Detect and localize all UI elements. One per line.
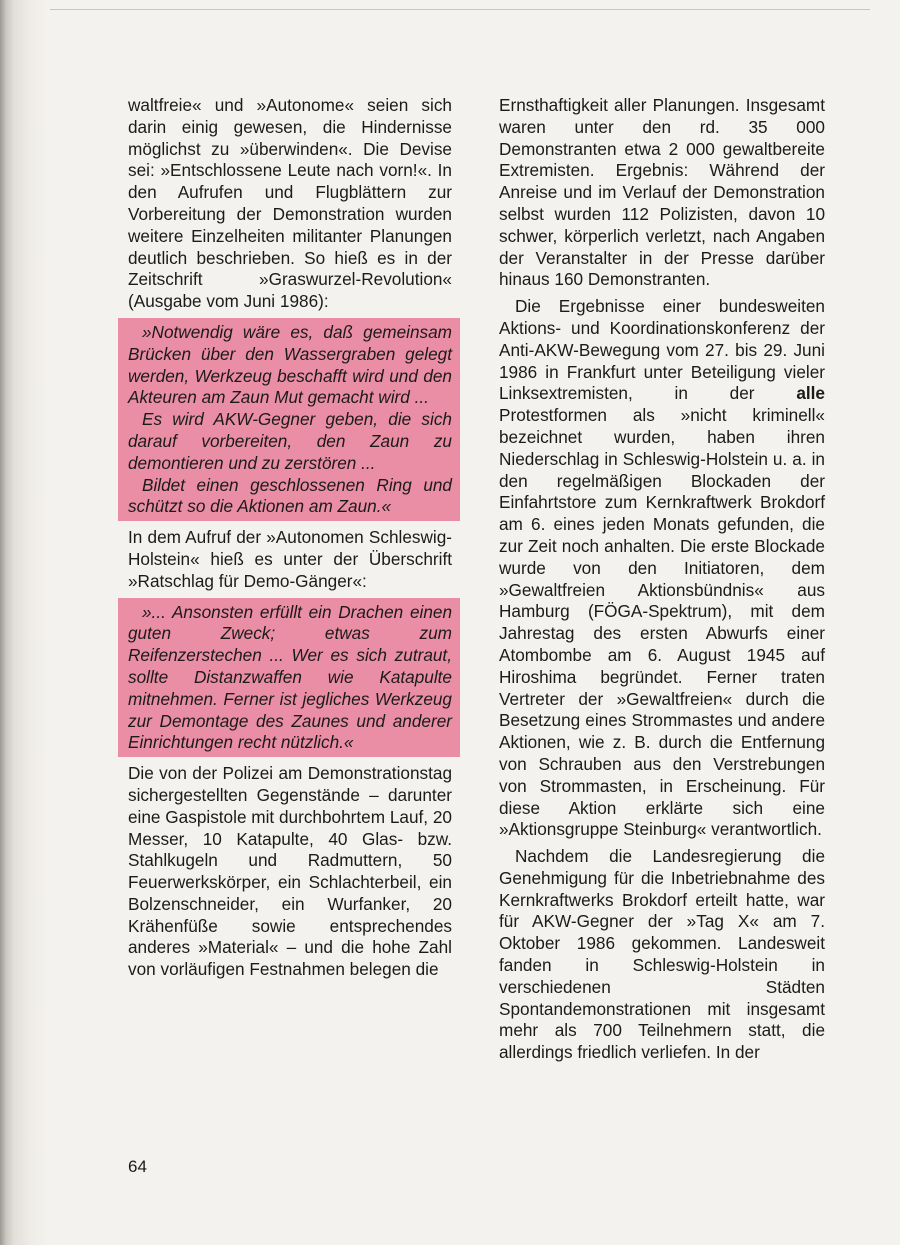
left-column: [128, 95, 452, 981]
quote-block-ratschlag: [118, 598, 460, 758]
left-paragraph-2: In dem Aufruf der »Autonomen Schleswig-Holstein« hieß es unter der Überschrift »Ratschlag für Demo-Gänger«:: [128, 527, 452, 591]
right-p2-bold: alle: [796, 383, 825, 404]
page-binding-shadow: [0, 0, 48, 1245]
page-number: 64: [128, 1157, 147, 1176]
right-p2-before: Die Ergebnisse einer bundesweiten Aktions- und Koordinationskonferenz der Anti-AKW-Bewegung vom 27. bis 29. Juni 1986 in Frankfurt unter Beteiligung vieler Linksextremisten, in der: [499, 296, 825, 404]
right-p2-after: Protestformen als »nicht kriminell« bezeichnet wurden, haben ihren Niederschlag in Schleswig-Holstein u. a. in den regelmäßigen Blockaden der Einfahrtstore zum Kernkraftwerk Brokdorf am 6. eines jeden Monats gefunden, die zur Zeit noch anhalten. Die erste Blockade wurde von den Initiatoren, dem »Gewaltfreien Aktionsbündnis« aus Hamburg (FÖGA-Spektrum), mit dem Jahrestag des ersten Abwurfs einer Atombombe am 6. August 1945 auf Hiroshima begründet. Ferner traten Vertreter der »Gewaltfreien« durch die Besetzung eines Strommastes und andere Aktionen, wie z. B. durch die Entfernung von Schrauben aus den Verstrebungen von Strommasten, in Erscheinung. Für diese Aktion erklärte sich eine »Aktionsgruppe Steinburg« verantwortlich.: [499, 405, 825, 840]
right-column: [499, 95, 825, 1064]
quote2-text: »... Ansonsten erfüllt ein Drachen einen guten Zweck; etwas zum Reifenzerstechen ... Wer es sich zutraut, sollte Distanzwaffen wie Katapulte mitnehmen. Ferner ist jegliches Werkzeug zur Demontage des Zaunes und anderer Einrichtungen recht nützlich.«: [128, 601, 452, 753]
quote1-part-c: Bildet einen geschlossenen Ring und schützt so die Aktionen am Zaun.«: [128, 474, 452, 517]
page-edge-line: [50, 9, 870, 10]
quote1-part-a: »Notwendig wäre es, daß gemeinsam Brücken über den Wassergraben gelegt werden, Werkzeug beschafft wird und den Akteuren am Zaun Mut gemacht wird ...: [128, 321, 452, 408]
left-paragraph-3: Die von der Polizei am Demonstrationstag sichergestellten Gegenstände – darunter eine Gaspistole mit durchbohrtem Lauf, 20 Messer, 10 Katapulte, 40 Glas- bzw. Stahlkugeln und Radmuttern, 50 Feuerwerkskörper, ein Schlachterbeil, ein Bolzenschneider, ein Wurfanker, 20 Krähenfüße sowie entsprechendes anderes »Material« – und die hohe Zahl von vorläufigen Festnahmen belegen die: [128, 763, 452, 980]
right-paragraph-1: Ernsthaftigkeit aller Planungen. Insgesamt waren unter den rd. 35 000 Demonstranten etwa 2 000 gewaltbereite Extremisten. Ergebnis: Während der Anreise und im Verlauf der Demonstration selbst wurden 112 Polizisten, davon 10 schwer, körperlich verletzt, nach Angaben der Veranstalter in der Presse darüber hinaus 160 Demonstranten.: [499, 95, 825, 290]
right-paragraph-2: [499, 296, 825, 841]
quote1-part-b: Es wird AKW-Gegner geben, die sich darauf vorbereiten, den Zaun zu demontieren und zu zerstören ...: [128, 409, 452, 473]
right-paragraph-3: Nachdem die Landesregierung die Genehmigung für die Inbetriebnahme des Kernkraftwerks Brokdorf erteilt hatte, war für AKW-Gegner der »Tag X« am 7. Oktober 1986 gekommen. Landesweit fanden in Schleswig-Holstein in verschiedenen Städten Spontandemonstrationen mit insgesamt mehr als 700 Teilnehmern statt, die allerdings friedlich verliefen. In der: [499, 846, 825, 1063]
left-paragraph-1: waltfreie« und »Autonome« seien sich darin einig gewesen, die Hindernisse möglichst zu »überwinden«. Die Devise sei: »Entschlossene Leute nach vorn!«. In den Aufrufen und Flugblättern zur Vorbereitung der Demonstration wurden weitere Einzelheiten militanter Planungen deutlich beschrieben. So hieß es in der Zeitschrift »Graswurzel-Revolution« (Ausgabe vom Juni 1986):: [128, 95, 452, 312]
quote-block-graswurzel: [118, 318, 460, 521]
